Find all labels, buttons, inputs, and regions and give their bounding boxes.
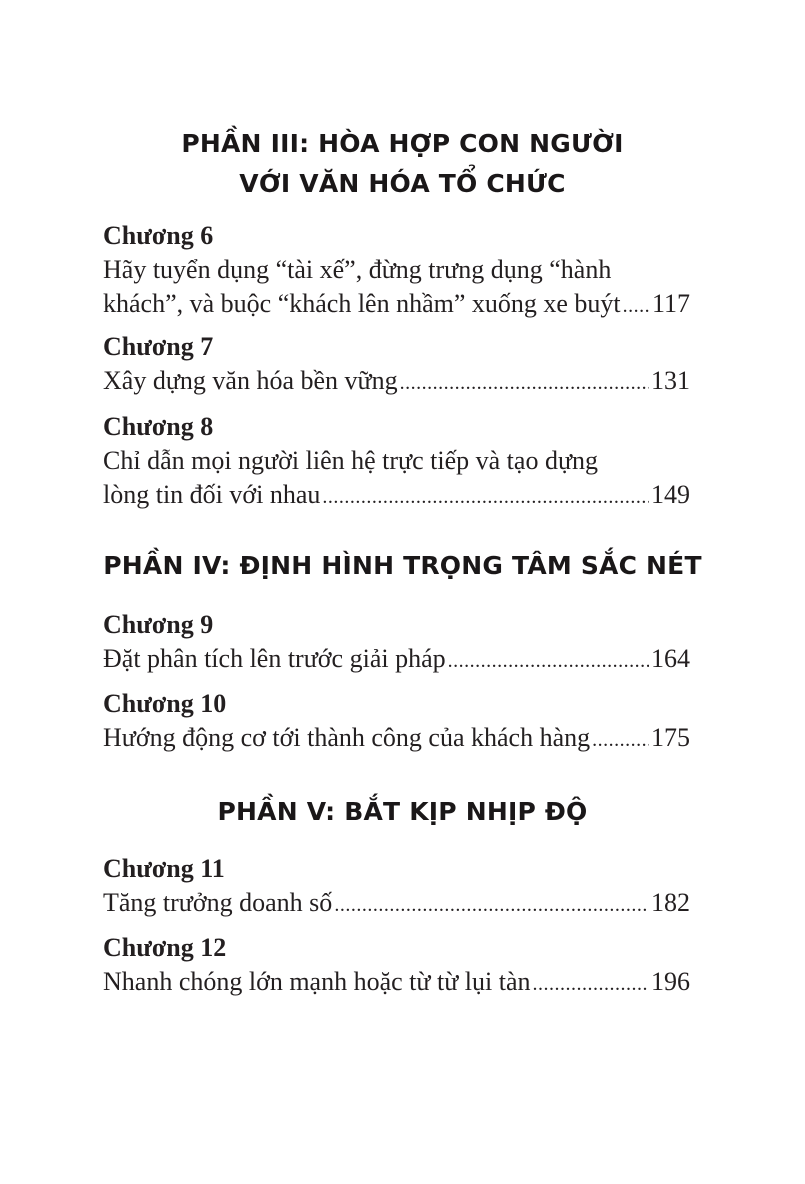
page-number: 149 <box>651 480 690 509</box>
page-number: 131 <box>651 366 690 395</box>
dot-leader <box>334 888 649 922</box>
chapter-title-line: Chỉ dẫn mọi người liên hệ trực tiếp và tạo dựng <box>103 446 599 475</box>
page-number: 182 <box>651 888 690 917</box>
chapter-title-text: Đặt phân tích lên trước giải pháp <box>103 644 446 673</box>
part-title <box>0 792 805 832</box>
chapter-title-text: lòng tin đối với nhau <box>103 480 321 509</box>
toc-entry-chapter-7[interactable] <box>103 330 690 398</box>
chapter-label: Chương 9 <box>103 610 214 639</box>
page-number: 175 <box>651 723 690 752</box>
toc-entry-chapter-9[interactable] <box>103 608 690 676</box>
chapter-title-text: Nhanh chóng lớn mạnh hoặc từ từ lụi tàn <box>103 967 531 996</box>
chapter-title-leader-line <box>103 965 690 999</box>
chapter-label: Chương 6 <box>103 221 214 250</box>
chapter-title-line: Hãy tuyển dụng “tài xế”, đừng trưng dụng “hành <box>103 255 612 284</box>
chapter-label: Chương 7 <box>103 332 214 361</box>
part-title <box>0 124 805 204</box>
toc-entry-chapter-12[interactable] <box>103 931 690 999</box>
dot-leader <box>400 366 649 400</box>
chapter-title-leader-line <box>103 478 690 512</box>
toc-entry-chapter-10[interactable] <box>103 687 690 755</box>
page-number: 164 <box>651 644 690 673</box>
chapter-title-text: Tăng trưởng doanh số <box>103 888 333 917</box>
part-title-line: VỚI VĂN HÓA TỔ CHỨC <box>239 169 566 198</box>
toc-entry-chapter-11[interactable] <box>103 852 690 920</box>
chapter-title-text: khách”, và buộc “khách lên nhầm” xuống xe buýt <box>103 289 621 318</box>
chapter-title-leader-line <box>103 642 690 676</box>
toc-entry-chapter-6[interactable] <box>103 219 690 321</box>
chapter-title-text: Xây dựng văn hóa bền vững <box>103 366 398 395</box>
page-number: 196 <box>651 967 690 996</box>
dot-leader <box>448 644 649 678</box>
chapter-label: Chương 11 <box>103 854 225 883</box>
part-title-line: PHẦN IV: ĐỊNH HÌNH TRỌNG TÂM SẮC NÉT <box>103 551 702 580</box>
part-title-line: PHẦN III: HÒA HỢP CON NGƯỜI <box>181 129 624 158</box>
part-title <box>0 546 805 586</box>
chapter-label: Chương 12 <box>103 933 227 962</box>
toc-entry-chapter-8[interactable] <box>103 410 690 512</box>
chapter-title-leader-line <box>103 287 690 321</box>
dot-leader <box>623 289 650 323</box>
dot-leader <box>533 967 649 1001</box>
chapter-label: Chương 10 <box>103 689 227 718</box>
dot-leader <box>322 480 649 514</box>
chapter-title-text: Hướng động cơ tới thành công của khách hàng <box>103 723 591 752</box>
chapter-title-leader-line <box>103 721 690 755</box>
chapter-title-leader-line <box>103 886 690 920</box>
dot-leader <box>592 723 649 757</box>
page-number: 117 <box>651 289 690 318</box>
part-title-line: PHẦN V: BẮT KỊP NHỊP ĐỘ <box>217 797 588 826</box>
chapter-label: Chương 8 <box>103 412 214 441</box>
chapter-title-leader-line <box>103 364 690 398</box>
